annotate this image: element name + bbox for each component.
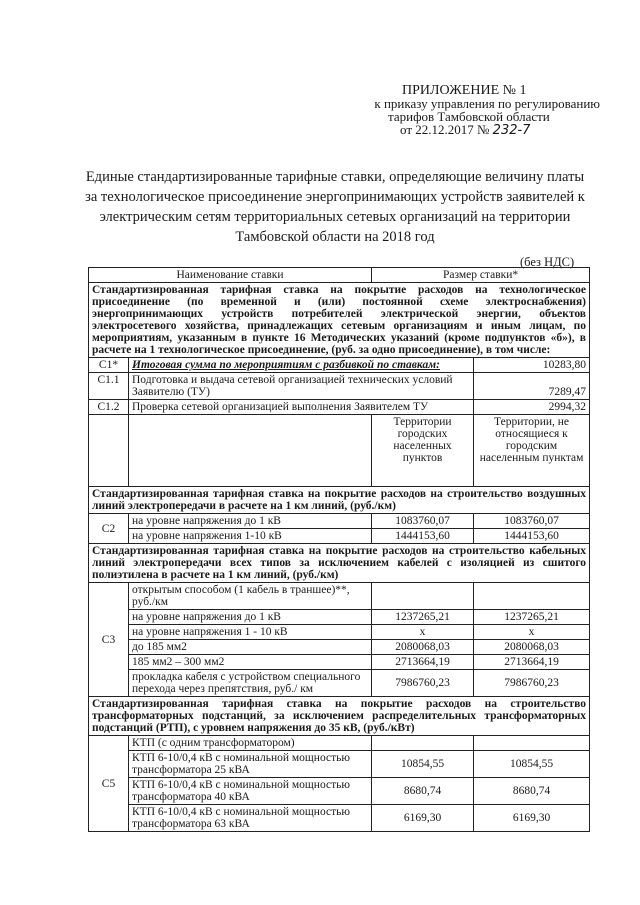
row-value-urban: 8680,74 xyxy=(372,778,474,805)
territory-header-row xyxy=(89,415,590,487)
c2-description: Стандартизированная тарифная ставка на покрытие расходов на строительство воздушных линий электропередачи в расчете на 1 км линий, (руб./км) xyxy=(89,487,590,514)
row-name: прокладка кабеля с устройством специального перехода через препятствия, руб./ км xyxy=(129,670,372,697)
row-value-rural: 2080068,03 xyxy=(474,640,590,655)
row-code: С1* xyxy=(89,358,129,373)
row-value-urban: х xyxy=(372,625,474,640)
empty-cell xyxy=(129,415,372,487)
row-name: на уровне напряжения до 1 кВ xyxy=(129,610,372,625)
row-value-urban: 1237265,21 xyxy=(372,610,474,625)
row-name: до 185 мм2 xyxy=(129,640,372,655)
row-name: Подготовка и выдача сетевой организацией технических условий Заявителю (ТУ) xyxy=(129,373,474,400)
table-row xyxy=(89,583,590,610)
row-name: 185 мм2 – 300 мм2 xyxy=(129,655,372,670)
row-value-urban xyxy=(372,583,474,610)
row-code: С1.1 xyxy=(89,373,129,400)
row-name: Проверка сетевой организацией выполнения Заявителем ТУ xyxy=(129,400,474,415)
row-value-rural: 10854,55 xyxy=(474,751,590,778)
appendix-line-2: к приказу управления по регулированию xyxy=(374,96,600,111)
c3-description: Стандартизированная тарифная ставка на покрытие расходов на строительство кабельных линий электропередачи всех типов за исключением кабелей с изоляцией из сшитого полиэтилена в расчете на 1 км линий, (руб./км) xyxy=(89,544,590,583)
row-value-rural: х xyxy=(474,625,590,640)
row-name: на уровне напряжения 1 - 10 кВ xyxy=(129,625,372,640)
row-value-rural: 1083760,07 xyxy=(474,514,590,529)
table-row xyxy=(89,778,590,805)
table-row xyxy=(89,751,590,778)
column-header-rural: Территории, не относящиеся к городским населенным пунктам xyxy=(474,415,590,487)
row-name: КТП 6-10/0,4 кВ с номинальной мощностью трансформатора 25 кВА xyxy=(129,751,372,778)
table-row xyxy=(89,529,590,544)
row-value-rural: 6169,30 xyxy=(474,805,590,832)
row-value-urban: 2713664,19 xyxy=(372,655,474,670)
appendix-date: от 22.12.2017 № xyxy=(400,122,490,137)
row-value-rural: 2713664,19 xyxy=(474,655,590,670)
empty-cell xyxy=(89,415,129,487)
row-value: 7289,47 xyxy=(474,373,590,400)
c3-section-header xyxy=(89,544,590,583)
row-value-rural xyxy=(474,736,590,751)
row-code: С5 xyxy=(89,736,129,832)
row-name: на уровне напряжения 1-10 кВ xyxy=(129,529,372,544)
table-header-row xyxy=(89,268,590,283)
column-header-urban: Территории городских населенных пунктов xyxy=(372,415,474,487)
row-value-rural: 1237265,21 xyxy=(474,610,590,625)
table-row xyxy=(89,805,590,832)
column-header-size: Размер ставки* xyxy=(372,268,590,283)
row-value-urban: 2080068,03 xyxy=(372,640,474,655)
handwritten-order-number: 232-7 xyxy=(492,123,531,138)
c5-description: Стандартизированная тарифная ставка на покрытие расходов на строительство трансформаторных подстанций, за исключением распределительных трансформаторных подстанций (РТП), с уровнем напряжения до 35 кВ, (руб./кВт) xyxy=(89,697,590,736)
row-code: С2 xyxy=(89,514,129,544)
row-value-urban: 1444153,60 xyxy=(372,529,474,544)
table-row xyxy=(89,625,590,640)
row-value-rural: 7986760,23 xyxy=(474,670,590,697)
row-value: 10283,80 xyxy=(474,358,590,373)
appendix-line-3: тарифов Тамбовской области xyxy=(388,109,550,124)
tariff-table xyxy=(88,267,590,832)
appendix-title: ПРИЛОЖЕНИЕ № 1 xyxy=(402,83,527,98)
table-row xyxy=(89,373,590,400)
table-row xyxy=(89,640,590,655)
c5-section-header xyxy=(89,697,590,736)
table-row xyxy=(89,655,590,670)
row-name: КТП (с одним трансформатором) xyxy=(129,736,372,751)
row-name: Итоговая сумма по мероприятиям с разбивкой по ставкам: xyxy=(129,358,474,373)
table-row xyxy=(89,400,590,415)
row-value: 2994,32 xyxy=(474,400,590,415)
table-row xyxy=(89,670,590,697)
table-row xyxy=(89,736,590,751)
row-name: на уровне напряжения до 1 кВ xyxy=(129,514,372,529)
table-row xyxy=(89,514,590,529)
row-value-urban: 6169,30 xyxy=(372,805,474,832)
row-value-rural: 8680,74 xyxy=(474,778,590,805)
row-value-rural: 1444153,60 xyxy=(474,529,590,544)
row-value-urban: 7986760,23 xyxy=(372,670,474,697)
row-value-urban: 1083760,07 xyxy=(372,514,474,529)
row-name: открытым способом (1 кабель в траншее)**, руб./км xyxy=(129,583,372,610)
row-code: С3 xyxy=(89,583,129,697)
document-title: Единые стандартизированные тарифные ставки, определяющие величину платы за технологическое присоединение энергопринимающих устройств заявителей к электрическим сетям территориальных сетевых организаций на территории Тамбовской области на 2018 год xyxy=(85,169,585,245)
row-value-urban xyxy=(372,736,474,751)
appendix-date-line xyxy=(330,123,600,137)
table-row xyxy=(89,610,590,625)
row-value-urban: 10854,55 xyxy=(372,751,474,778)
row-name: КТП 6-10/0,4 кВ с номинальной мощностью трансформатора 63 кВА xyxy=(129,805,372,832)
row-name: КТП 6-10/0,4 кВ с номинальной мощностью трансформатора 40 кВА xyxy=(129,778,372,805)
c1-description: Стандартизированная тарифная ставка на покрытие расходов на технологическое присоединение (по временной и (или) постоянной схеме электроснабжения) энергопринимающих устройств потребителей электрической энергии, объектов электросетевого хозяйства, принадлежащих сетевым организациям и иным лицам, по мероприятиям, указанным в пункте 16 Методических указаний (кроме подпунктов «б»), в расчете на 1 технологическое присоединение, (руб. за одно присоединение), в том числе: xyxy=(89,283,590,358)
c1-section-header xyxy=(89,283,590,358)
appendix-header xyxy=(330,84,600,137)
column-header-name: Наименование ставки xyxy=(89,268,372,283)
vat-note: (без НДС) xyxy=(520,255,575,269)
row-code: С1.2 xyxy=(89,400,129,415)
table-row xyxy=(89,358,590,373)
c2-section-header xyxy=(89,487,590,514)
row-value-rural xyxy=(474,583,590,610)
